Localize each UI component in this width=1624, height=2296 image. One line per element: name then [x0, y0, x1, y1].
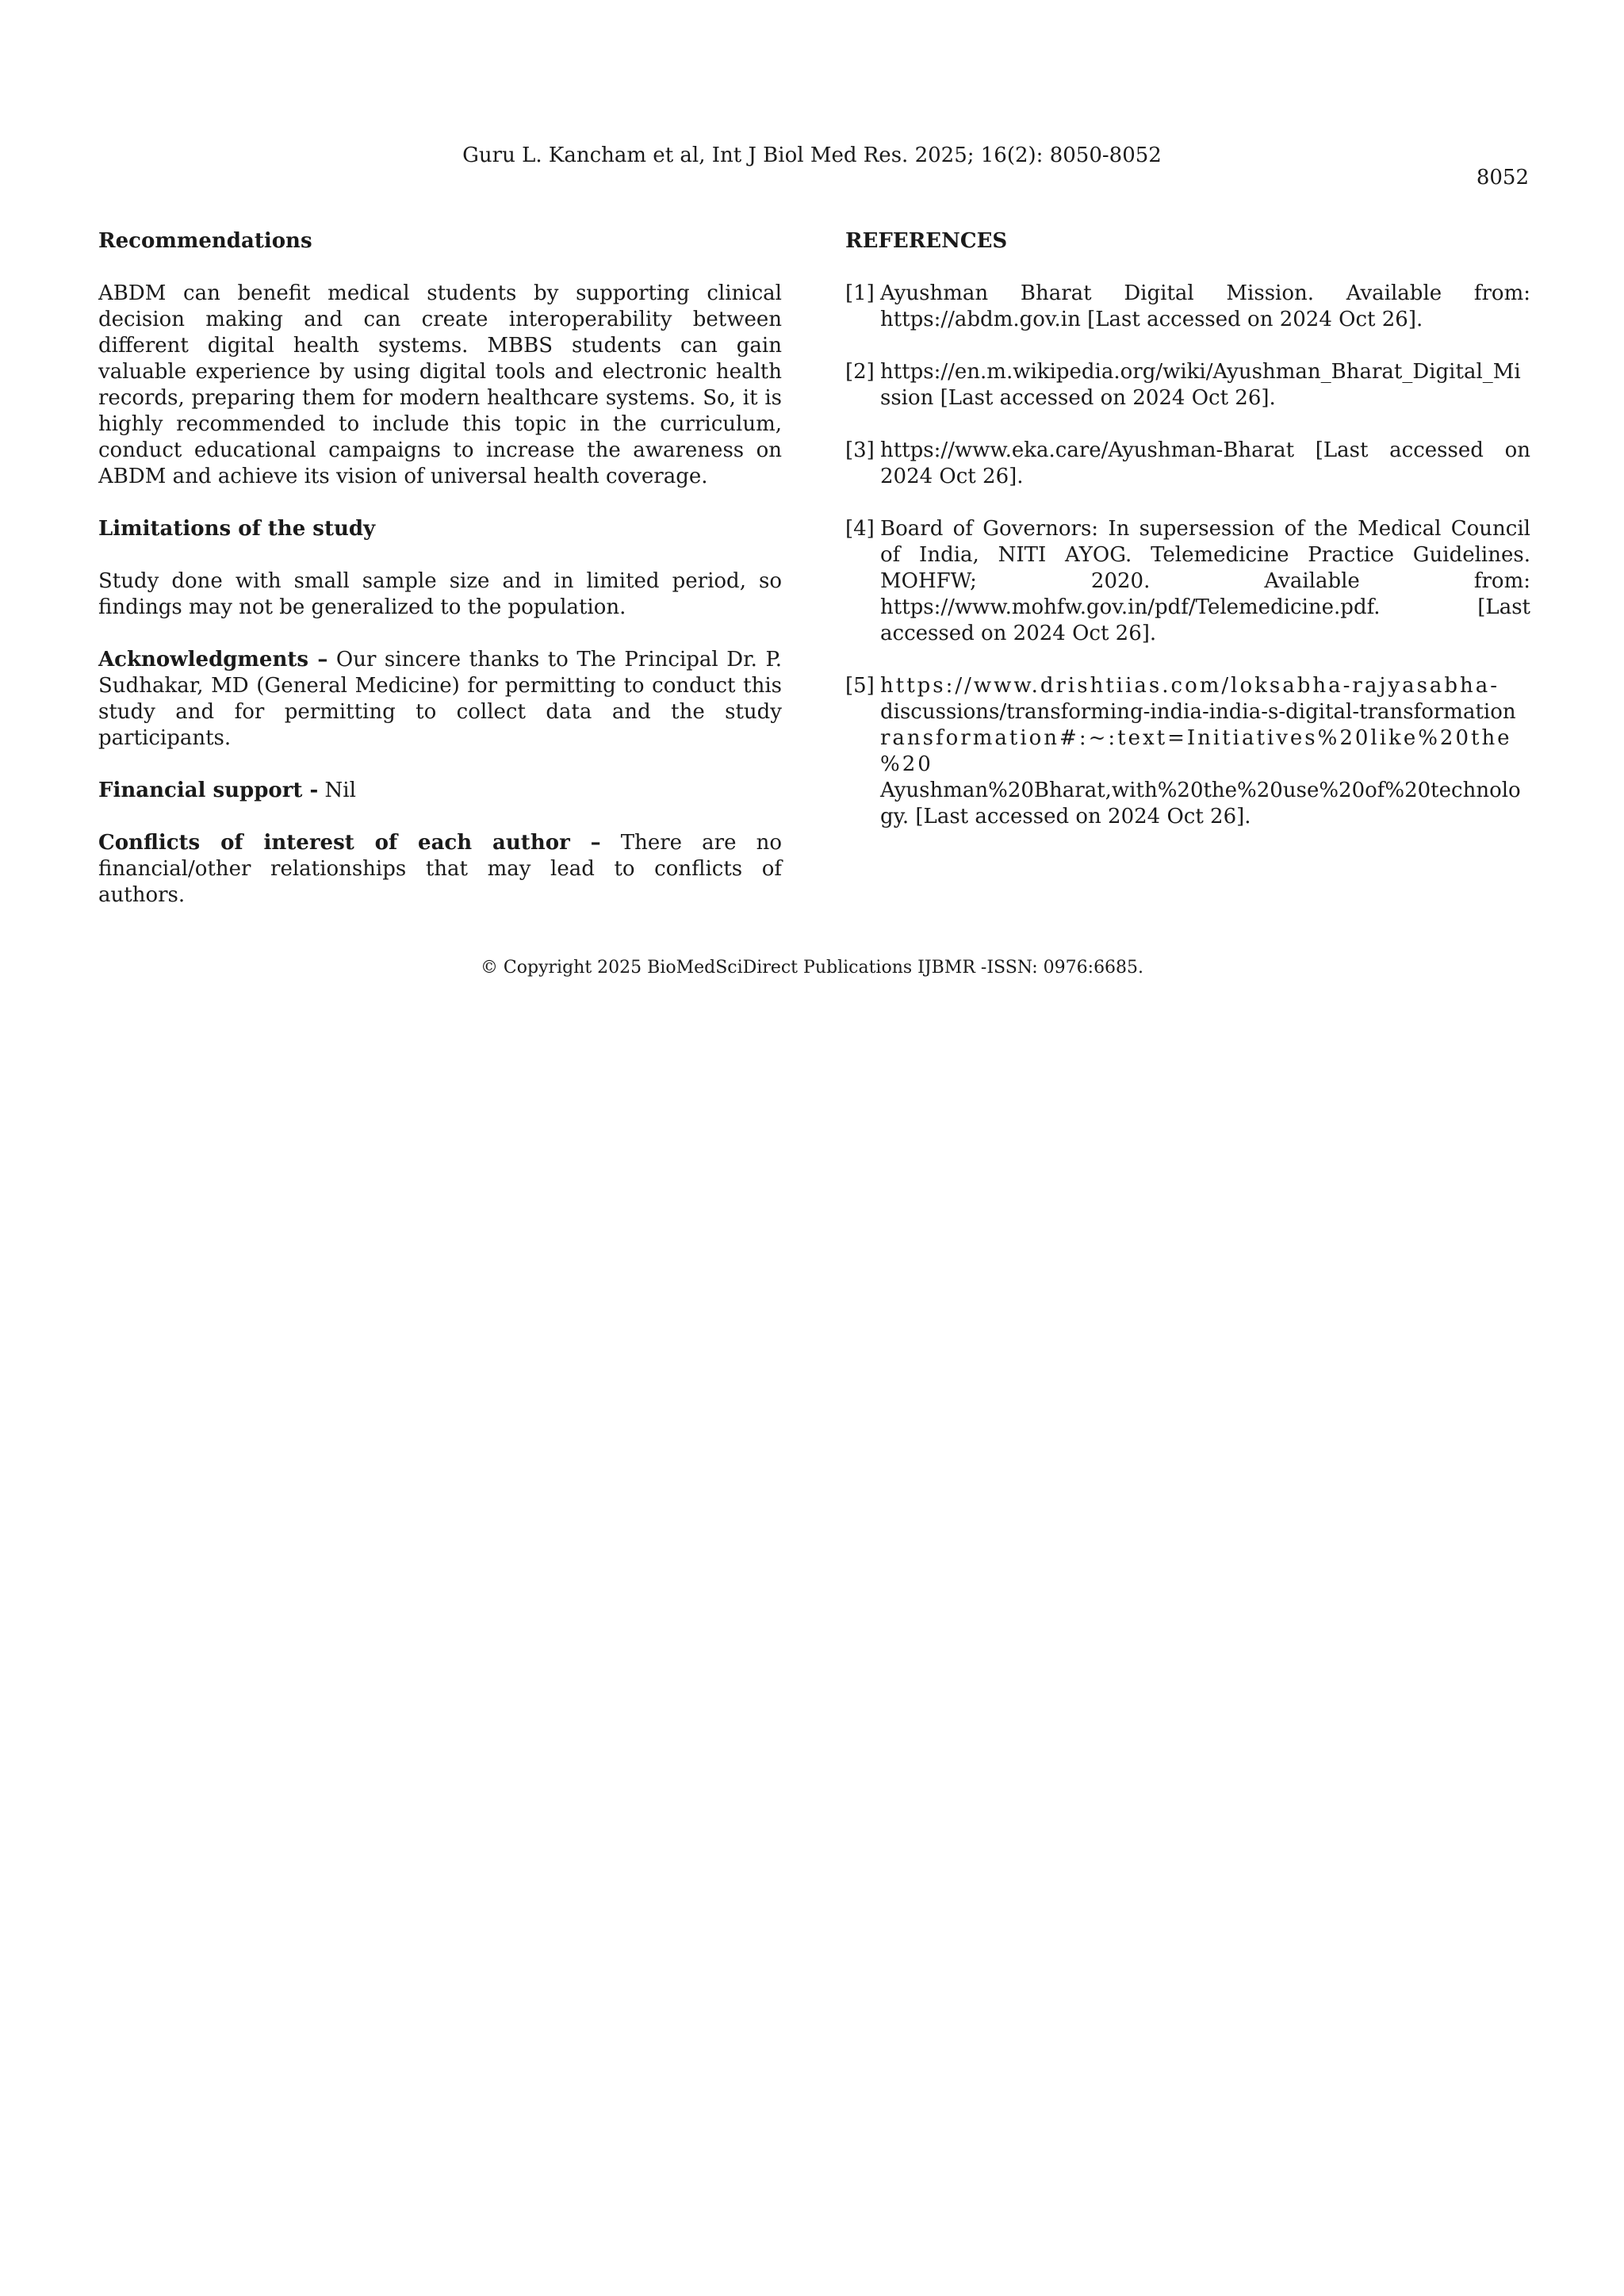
reference-item	[845, 438, 1530, 490]
financial-support-section	[98, 778, 782, 804]
copyright-footer: © Copyright 2025 BioMedSciDirect Publications IJBMR -ISSN: 0976:6685.	[480, 958, 1144, 978]
reference-number: [1]	[845, 281, 875, 305]
conflicts-label: Conflicts of interest of each author –	[98, 831, 601, 855]
recommendations-text: ABDM can benefit medical students by supporting clinical decision making and can create interoperability between different digital health systems. MBBS students can gain valuable experience by using digital tools and electronic health records, preparing them for modern healthcare systems. So, it is highly recommended to include this topic in the curriculum, conduct educational campaigns to increase the awareness on ABDM and achieve its vision of universal health coverage.	[98, 281, 782, 488]
reference-text: Ayushman Bharat Digital Mission. Available from: https://abdm.gov.in [Last accessed on 2024 Oct 26].	[880, 281, 1530, 331]
reference-url-line-2: discussions/transforming-india-india-s-digital-transformation	[880, 700, 1516, 724]
page-number: 8052	[1476, 166, 1529, 189]
reference-text: Board of Governors: In supersession of the Medical Council of India, NITI AYOG. Telemedicine Practice Guidelines. MOHFW; 2020. Available from: https://www.mohfw.gov.in/pdf/Telemedicine.pdf. [Last accessed on 2024 Oct 26].	[880, 517, 1530, 645]
reference-item	[845, 281, 1530, 333]
limitations-heading: Limitations of the study	[98, 517, 376, 541]
references-column	[845, 228, 1530, 856]
reference-url-line-1: https://www.drishtiias.com/loksabha-rajyasabha-	[880, 674, 1500, 698]
reference-item	[845, 359, 1530, 411]
reference-url-line-4: Ayushman%20Bharat,with%20the%20use%20of%20technology. [Last accessed on 2024 Oct 26].	[880, 779, 1521, 828]
acknowledgments-text: Our sincere thanks to The Principal Dr. P. Sudhakar, MD (General Medicine) for permitting to conduct this study and for permitting to collect data and the study participants.	[98, 648, 782, 750]
reference-item	[845, 673, 1530, 830]
left-column	[98, 228, 782, 935]
financial-support-label: Financial support -	[98, 779, 319, 802]
reference-number: [2]	[845, 360, 875, 384]
acknowledgments-section	[98, 647, 782, 752]
running-head: Guru L. Kancham et al, Int J Biol Med Res. 2025; 16(2): 8050-8052	[462, 144, 1162, 167]
reference-item	[845, 516, 1530, 647]
references-heading: REFERENCES	[845, 229, 1008, 253]
conflicts-section	[98, 830, 782, 909]
reference-text: https://www.eka.care/Ayushman-Bharat [Last accessed on 2024 Oct 26].	[880, 438, 1530, 488]
references-list	[845, 281, 1530, 830]
reference-url-line-3: ransformation#:~:text=Initiatives%20like%20the%20	[880, 726, 1512, 776]
reference-number: [5]	[845, 674, 875, 698]
financial-support-text: Nil	[318, 779, 356, 802]
recommendations-heading: Recommendations	[98, 229, 312, 253]
acknowledgments-label: Acknowledgments –	[98, 648, 328, 672]
reference-number: [4]	[845, 517, 875, 541]
conflicts-text: There are no financial/other relationships that may lead to conflicts of authors.	[98, 831, 782, 907]
reference-text: https://en.m.wikipedia.org/wiki/Ayushman_Bharat_Digital_Mission [Last accessed on 2024 Oct 26].	[880, 360, 1521, 410]
limitations-text: Study done with small sample size and in limited period, so findings may not be generalized to the population.	[98, 569, 782, 619]
reference-number: [3]	[845, 438, 875, 462]
